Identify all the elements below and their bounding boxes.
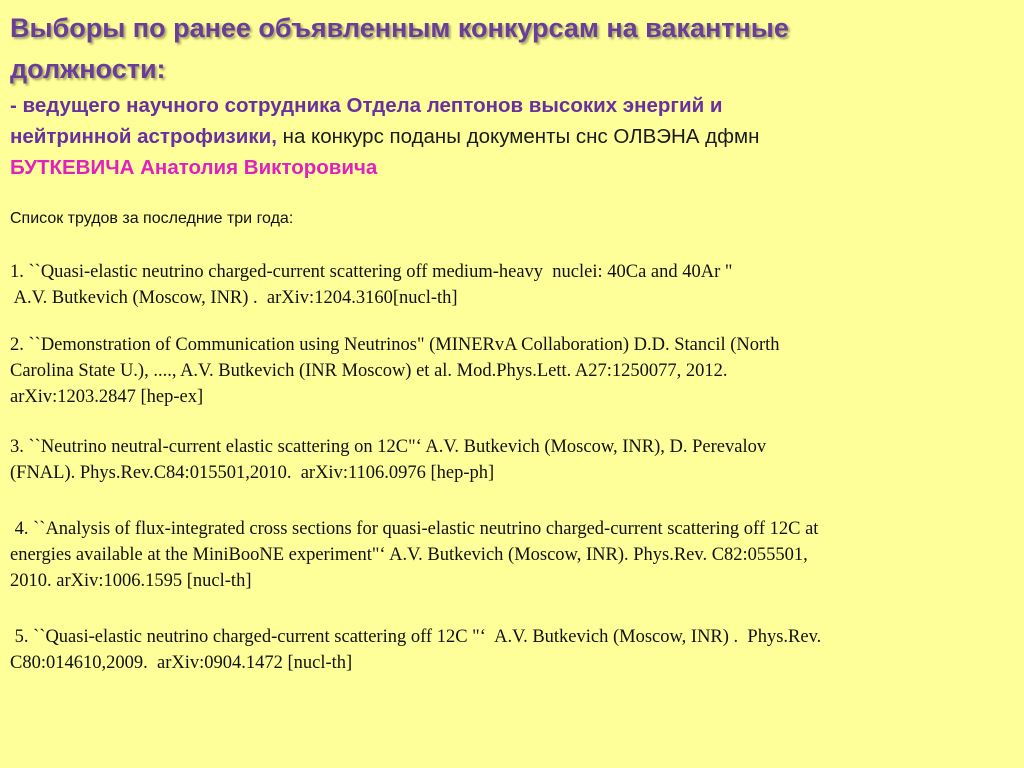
reference-item [10, 516, 1015, 594]
reference-line: 2010. arXiv:1006.1595 [nucl-th] [10, 571, 252, 591]
applicant-text: на конкурс поданы документы снс ОЛВЭНА дфмн [276, 125, 760, 148]
reference-item [10, 332, 1015, 410]
reference-line: 3. ``Neutrino neutral-current elastic scattering on 12C"‘ A.V. Butkevich (Moscow, INR), D. Perevalov [10, 437, 767, 457]
reference-item [10, 624, 1015, 676]
reference-line: (FNAL). Phys.Rev.C84:015501,2010. arXiv:1106.0976 [hep-ph] [10, 463, 495, 483]
reference-item [10, 434, 1015, 486]
position-line-1: - ведущего научного сотрудника Отдела лептонов высоких энергий и [10, 94, 723, 117]
publications-heading: Список трудов за последние три года: [10, 210, 294, 227]
reference-line: energies available at the MiniBooNE experiment"‘ A.V. Butkevich (Moscow, INR). Phys.Rev. C82:055501, [10, 545, 808, 565]
title-line-1: Выборы по ранее объявленным конкурсам на вакантные [10, 13, 789, 43]
reference-line: 4. ``Analysis of flux-integrated cross sections for quasi-elastic neutrino charged-current scattering off 12C at [10, 519, 819, 539]
reference-line: 1. ``Quasi-elastic neutrino charged-current scattering off medium-heavy nuclei: 40Ca and 40Ar " [10, 262, 733, 282]
applicant-name: БУТКЕВИЧА Анатолия Викторовича [10, 156, 378, 179]
reference-line: 2. ``Demonstration of Communication using Neutrinos" (MINERvA Collaboration) D.D. Stancil (North [10, 335, 780, 355]
position-announcement [10, 90, 1010, 183]
reference-item [10, 259, 1015, 311]
reference-line: 5. ``Quasi-elastic neutrino charged-current scattering off 12C "‘ A.V. Butkevich (Moscow, INR) . Phys.Rev. [10, 627, 822, 647]
reference-line: A.V. Butkevich (Moscow, INR) . arXiv:1204.3160[nucl-th] [10, 288, 458, 308]
reference-line: Carolina State U.), ...., A.V. Butkevich (INR Moscow) et al. Mod.Phys.Lett. A27:1250077, 2012. [10, 361, 728, 381]
reference-line: arXiv:1203.2847 [hep-ex] [10, 387, 204, 407]
reference-line: C80:014610,2009. arXiv:0904.1472 [nucl-th] [10, 653, 353, 673]
page-title [10, 8, 1010, 90]
title-line-2: должности: [10, 54, 166, 84]
position-line-2: нейтринной астрофизики, [10, 125, 277, 148]
